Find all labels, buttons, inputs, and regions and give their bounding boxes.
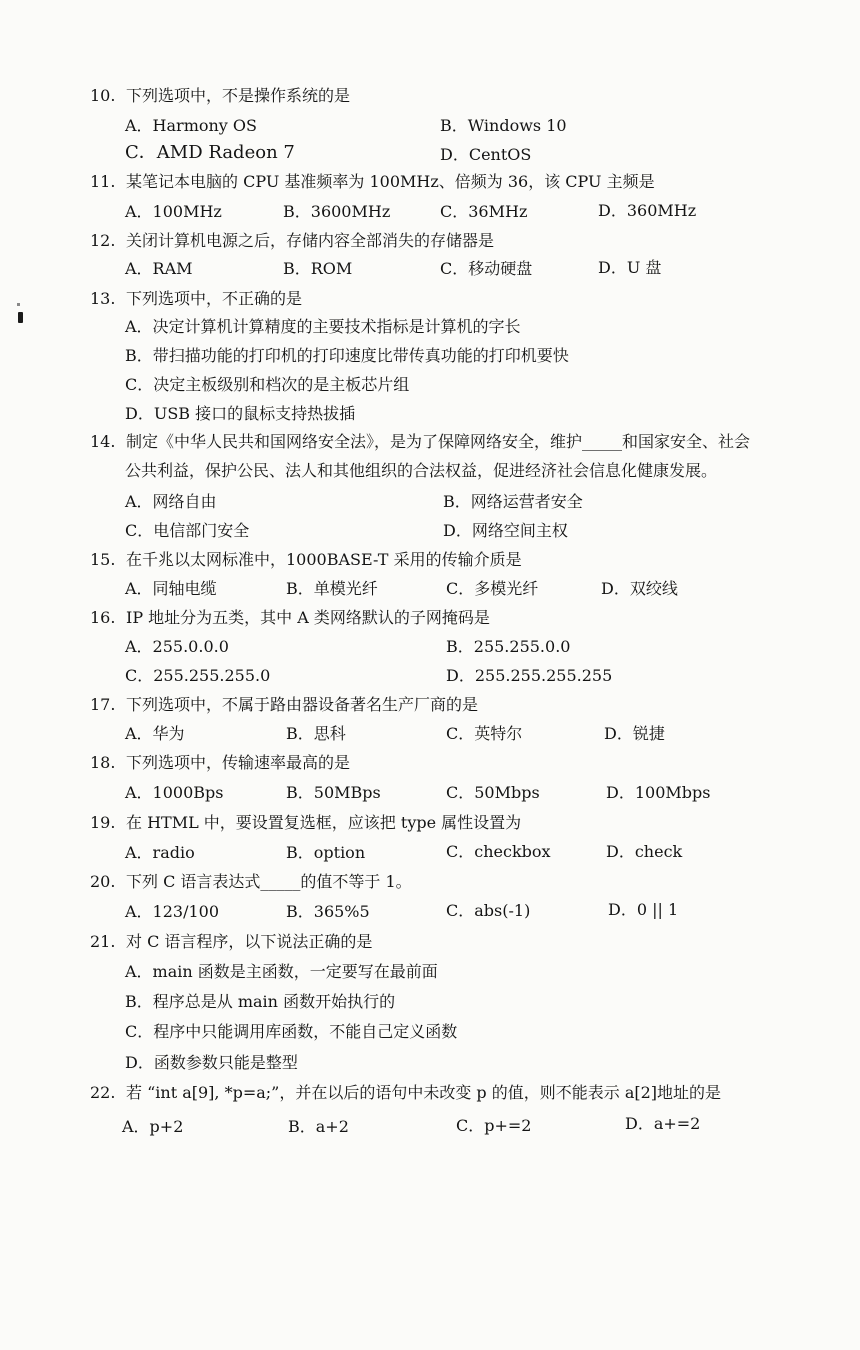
question-16: [90, 608, 490, 628]
question-22: [90, 1083, 721, 1103]
option-c: C．255.255.255.0: [125, 666, 271, 685]
option-b: B．单模光纤: [286, 579, 378, 598]
option-b: B．带扫描功能的打印机的打印速度比带传真功能的打印机要快: [125, 346, 569, 365]
question-text: 对 C 语言程序，以下说法正确的是: [126, 932, 373, 951]
question-text: 关闭计算机电源之后，存储内容全部消失的存储器是: [126, 231, 495, 250]
option-b: B．a+2: [288, 1117, 349, 1136]
question-number: 20.: [90, 872, 116, 891]
question-number: 19.: [90, 813, 116, 832]
question-number: 10.: [90, 86, 116, 105]
option-a: A．255.0.0.0: [125, 637, 229, 656]
question-21: [90, 932, 372, 952]
question-text: 下列选项中，不属于路由器设备著名生产厂商的是: [126, 695, 479, 714]
question-text: IP 地址分为五类，其中 A 类网络默认的子网掩码是: [126, 608, 490, 627]
question-number: 17.: [90, 695, 116, 714]
option-a: A．华为: [125, 724, 185, 743]
option-d: D．锐捷: [604, 724, 665, 743]
question-number: 21.: [90, 932, 116, 951]
option-c: C．50Mbps: [446, 783, 540, 802]
option-b: B．ROM: [283, 259, 353, 278]
option-d: D．100Mbps: [606, 783, 711, 802]
option-d: D．网络空间主权: [443, 521, 568, 540]
option-c: C．决定主板级别和档次的是主板芯片组: [125, 375, 410, 394]
option-b: B．3600MHz: [283, 202, 391, 221]
question-10: [90, 86, 350, 106]
option-a: A．1000Bps: [125, 783, 224, 802]
option-b: B．255.255.0.0: [446, 637, 571, 656]
question-text: 制定《中华人民共和国网络安全法》，是为了保障网络安全，维护_____和国家安全、社会: [126, 432, 751, 451]
question-15: [90, 550, 522, 570]
option-b: B．思科: [286, 724, 346, 743]
option-b: B．程序总是从 main 函数开始执行的: [125, 992, 396, 1011]
question-text: 下列 C 语言表达式_____的值不等于 1。: [126, 872, 412, 891]
question-number: 13.: [90, 289, 116, 308]
option-a: A．决定计算机计算精度的主要技术指标是计算机的字长: [125, 317, 521, 336]
option-c: C．移动硬盘: [440, 259, 533, 278]
question-14: [90, 432, 750, 452]
question-number: 15.: [90, 550, 116, 569]
option-b: B．网络运营者安全: [443, 492, 583, 511]
option-c: C．checkbox: [446, 842, 551, 861]
question-text: 下列选项中，不正确的是: [126, 289, 303, 308]
option-c: C．abs(-1): [446, 901, 531, 920]
option-a: A．main 函数是主函数，一定要写在最前面: [125, 962, 438, 981]
question-11: [90, 172, 655, 192]
option-a: A．同轴电缆: [125, 579, 217, 598]
question-13: [90, 289, 302, 309]
question-number: 14.: [90, 432, 116, 451]
option-c: C．英特尔: [446, 724, 523, 743]
question-text: 某笔记本电脑的 CPU 基准频率为 100MHz、倍频为 36，该 CPU 主频是: [126, 172, 655, 191]
question-text: 在 HTML 中，要设置复选框，应该把 type 属性设置为: [126, 813, 522, 832]
question-number: 16.: [90, 608, 116, 627]
question-text: 若 “int a[9], *p=a;”，并在以后的语句中未改变 p 的值，则不能表示 a[2]地址的是: [126, 1083, 722, 1102]
option-a: A．Harmony OS: [125, 116, 258, 135]
option-c: C．多模光纤: [446, 579, 539, 598]
option-d: D．双绞线: [601, 579, 678, 598]
question-20: [90, 872, 412, 892]
option-b: B．option: [286, 843, 366, 862]
option-b: B．50MBps: [286, 783, 381, 802]
option-d: D．a+=2: [625, 1114, 701, 1133]
option-a: A．radio: [125, 843, 195, 862]
option-d: D．USB 接口的鼠标支持热拔插: [125, 404, 356, 423]
scan-speck: [17, 303, 20, 306]
question-number: 18.: [90, 753, 116, 772]
option-d: D．check: [606, 842, 683, 861]
question-number: 22.: [90, 1083, 116, 1102]
question-text: 在千兆以太网标准中，1000BASE-T 采用的传输介质是: [126, 550, 522, 569]
option-b: B．365%5: [286, 902, 370, 921]
question-12: [90, 231, 494, 251]
question-17: [90, 695, 478, 715]
option-c: C．36MHz: [440, 202, 528, 221]
question-text: 下列选项中，不是操作系统的是: [126, 86, 351, 105]
option-a: A．100MHz: [125, 202, 222, 221]
option-d: D．255.255.255.255: [446, 666, 613, 685]
option-c: C．电信部门安全: [125, 521, 250, 540]
scan-mark: [18, 312, 23, 323]
question-19: [90, 813, 521, 833]
option-d: D．CentOS: [440, 145, 532, 164]
option-b: B．Windows 10: [440, 116, 567, 135]
question-18: [90, 753, 350, 773]
question-text: 下列选项中，传输速率最高的是: [126, 753, 351, 772]
option-c: C．AMD Radeon 7: [125, 142, 295, 163]
option-d: D．0 || 1: [608, 900, 679, 919]
question-number: 11.: [90, 172, 116, 191]
question-continuation: 公共利益，保护公民、法人和其他组织的合法权益，促进经济社会信息化健康发展。: [125, 461, 718, 480]
option-c: C．程序中只能调用库函数，不能自己定义函数: [125, 1022, 458, 1041]
option-a: A．p+2: [122, 1117, 184, 1136]
option-a: A．123/100: [125, 902, 220, 921]
option-a: A．RAM: [125, 259, 193, 278]
option-a: A．网络自由: [125, 492, 217, 511]
option-c: C．p+=2: [456, 1116, 532, 1135]
option-d: D．函数参数只能是整型: [125, 1053, 298, 1072]
question-number: 12.: [90, 231, 116, 250]
option-d: D．360MHz: [598, 201, 697, 220]
option-d: D．U 盘: [598, 258, 662, 277]
